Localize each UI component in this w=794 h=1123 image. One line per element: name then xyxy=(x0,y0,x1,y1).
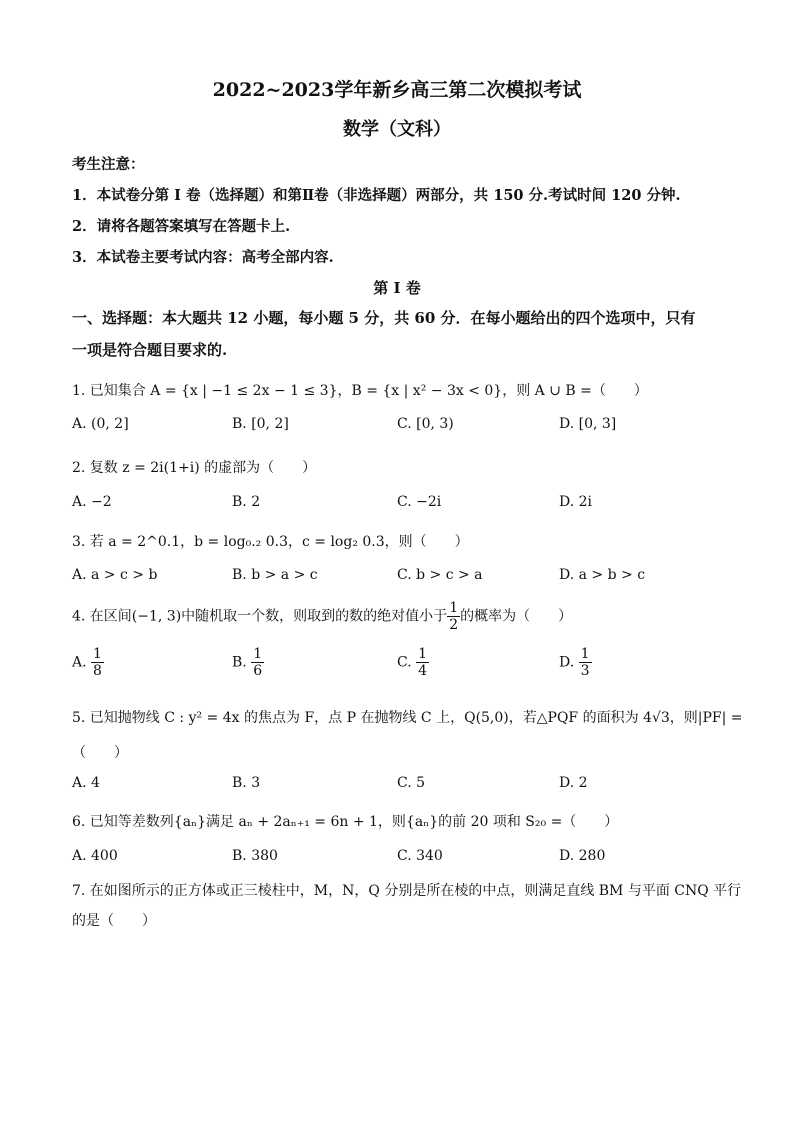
notice-heading: 考生注意： xyxy=(72,156,145,173)
fraction-denominator: 2 xyxy=(449,617,459,633)
fraction xyxy=(416,646,429,679)
option-label: A. xyxy=(72,654,87,671)
fraction-denominator: 6 xyxy=(253,663,263,679)
question-5-options xyxy=(72,775,732,797)
fraction-numerator: 1 xyxy=(449,600,459,616)
option-d: D. 280 xyxy=(559,848,606,864)
question-1-options xyxy=(72,416,732,438)
option-a: A. 400 xyxy=(72,848,118,864)
section-instruction-1: 一、选择题：本大题共 12 小题，每小题 5 分，共 60 分．在每小题给出的四个选项中，只有 xyxy=(72,309,696,327)
option-a: A. −2 xyxy=(72,494,112,510)
option-b xyxy=(232,646,264,679)
question-6-stem: 6. 已知等差数列{aₙ}满足 aₙ + 2aₙ₊₁ = 6n + 1，则{aₙ}的前 20 项和 S₂₀ =（ ） xyxy=(72,814,619,830)
option-d xyxy=(559,646,592,679)
fraction-denominator: 3 xyxy=(580,663,590,679)
exam-title: 2022~2023学年新乡高三第二次模拟考试 xyxy=(212,79,582,101)
option-d: D. 2 xyxy=(559,775,588,791)
option-b: B. 3 xyxy=(232,775,261,791)
fraction xyxy=(91,646,104,679)
exam-subject: 数学（文科） xyxy=(343,119,451,140)
fraction-numerator: 1 xyxy=(253,646,263,662)
question-4-stem-end: 的概率为（ ） xyxy=(460,608,573,625)
question-6-options xyxy=(72,848,732,870)
notice-item-1: 1．本试卷分第 I 卷（选择题）和第Ⅱ卷（非选择题）两部分，共 150 分.考试时间 120 分钟. xyxy=(72,187,681,204)
fraction-denominator: 8 xyxy=(93,663,102,679)
option-b: B. [0, 2] xyxy=(232,416,289,432)
fraction-denominator: 4 xyxy=(418,663,428,679)
option-b: B. 380 xyxy=(232,848,278,864)
option-label: D. xyxy=(559,654,575,671)
fraction-numerator: 1 xyxy=(418,646,428,662)
option-label: C. xyxy=(397,654,412,671)
fraction xyxy=(579,646,592,679)
notice-item-2: 2．请将各题答案填写在答题卡上. xyxy=(72,218,291,235)
option-c xyxy=(397,646,429,679)
question-4-stem xyxy=(72,600,572,633)
option-label: B. xyxy=(232,654,247,671)
question-3-stem: 3. 若 a = 2^0.1，b = log₀.₂ 0.3，c = log₂ 0.3，则（ ） xyxy=(72,534,469,550)
fraction-numerator: 1 xyxy=(93,646,102,662)
option-c: C. −2i xyxy=(397,494,442,510)
fraction xyxy=(251,646,264,679)
question-7-stem-cont: 的是（ ） xyxy=(72,913,156,929)
option-c: C. 5 xyxy=(397,775,426,791)
option-d: D. 2i xyxy=(559,494,593,510)
notice-item-3: 3．本试卷主要考试内容：高考全部内容. xyxy=(72,249,334,266)
question-5-stem: 5. 已知抛物线 C : y² = 4x 的焦点为 F，点 P 在抛物线 C 上，Q(5,0)，若△PQF 的面积为 4√3，则|PF| = xyxy=(72,710,743,726)
question-2-stem: 2. 复数 z = 2i(1+i) 的虚部为（ ） xyxy=(72,460,317,476)
fraction xyxy=(447,600,460,633)
option-a: A. (0, 2] xyxy=(72,416,129,432)
option-c: C. [0, 3) xyxy=(397,416,454,432)
question-7-stem: 7. 在如图所示的正方体或正三棱柱中，M，N，Q 分别是所在棱的中点，则满足直线 BM 与平面 CNQ 平行 xyxy=(72,883,742,899)
option-d: D. a > b > c xyxy=(559,567,646,583)
option-c: C. b > c > a xyxy=(397,567,483,583)
question-1-stem: 1. 已知集合 A = {x | −1 ≤ 2x − 1 ≤ 3}，B = {x | x² − 3x < 0}，则 A ∪ B =（ ） xyxy=(72,383,648,399)
option-a xyxy=(72,646,104,679)
question-2-options xyxy=(72,494,732,516)
option-b: B. b > a > c xyxy=(232,567,318,583)
question-5-stem-cont: （ ） xyxy=(72,745,128,761)
option-d: D. [0, 3] xyxy=(559,416,617,432)
question-3-options xyxy=(72,567,732,589)
section-title: 第 I 卷 xyxy=(373,279,421,297)
option-a: A. a > c > b xyxy=(72,567,158,583)
fraction-numerator: 1 xyxy=(580,646,590,662)
option-b: B. 2 xyxy=(232,494,261,510)
question-4-stem-start: 4. 在区间(−1, 3)中随机取一个数，则取到的数的绝对值小于 xyxy=(72,608,448,625)
section-instruction-2: 一项是符合题目要求的. xyxy=(72,341,228,359)
question-4-options xyxy=(72,646,732,686)
option-a: A. 4 xyxy=(72,775,100,791)
option-c: C. 340 xyxy=(397,848,443,864)
